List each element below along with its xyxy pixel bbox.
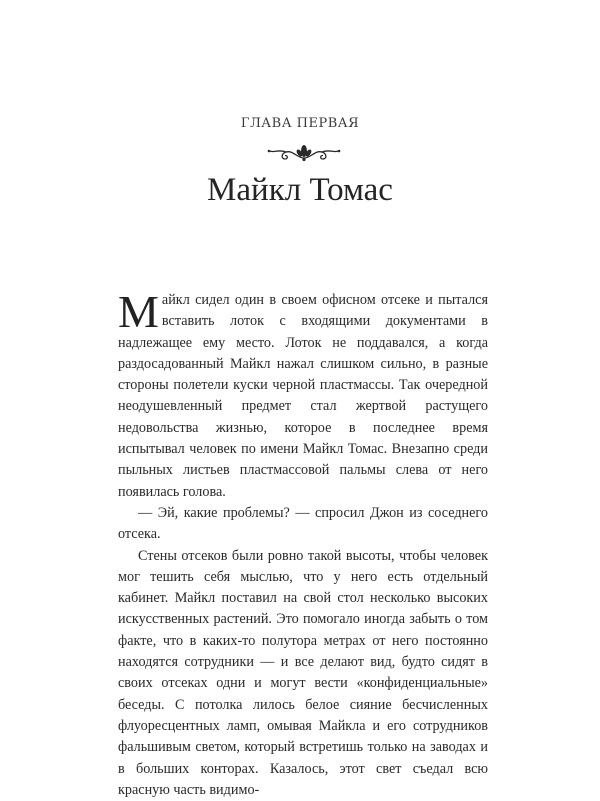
drop-cap: М — [118, 286, 159, 337]
paragraph-1 — [118, 286, 488, 503]
chapter-title: Майкл Томас — [207, 172, 393, 208]
paragraph-2: — Эй, какие проблемы? — спросил Джон из соседнего отсека. — [118, 504, 488, 543]
paragraph-3: Стены отсеков были ровно такой высоты, чтобы человек мог тешить себя мыслью, что у него есть отдельный кабинет. Майкл поставил на свой стол несколько высоких искусственных растений. Это помогало иногда забыть о том факте, что в каких-то полутора метрах от него постоянно находятся сотрудники — и все делают вид, будто сидят в своих отсеках одни и могут вести «конфиденциальные» беседы. С потолка лилось белое сияние бесчисленных флуоресцентных ламп, омывая Майкла и его сотрудников фальшивым светом, который встретишь только на заводах и в больших конторах. Казалось, этот свет съедал всю красную часть видимо- — [118, 547, 488, 798]
chapter-label: ГЛАВА ПЕРВАЯ — [240, 116, 360, 131]
floral-ornament-icon — [264, 142, 344, 164]
paragraph-1-text: айкл сидел один в своем офисном отсеке и пытался вставить лоток с входящими документами в надлежащее ему место. Лоток не поддавался, а когда раздосадованный Майкл нажал слишком сильно, в разные стороны полетели куски черной пластмассы. Так очередной неодушевленный предмет стал жертвой растущего недовольства жизнью, которое в последнее время испытывал человек по имени Майкл Томас. Внезапно среди пыльных листьев пластмассовой пальмы слева от него появилась голова. — [118, 292, 488, 500]
chapter-body — [118, 286, 488, 801]
